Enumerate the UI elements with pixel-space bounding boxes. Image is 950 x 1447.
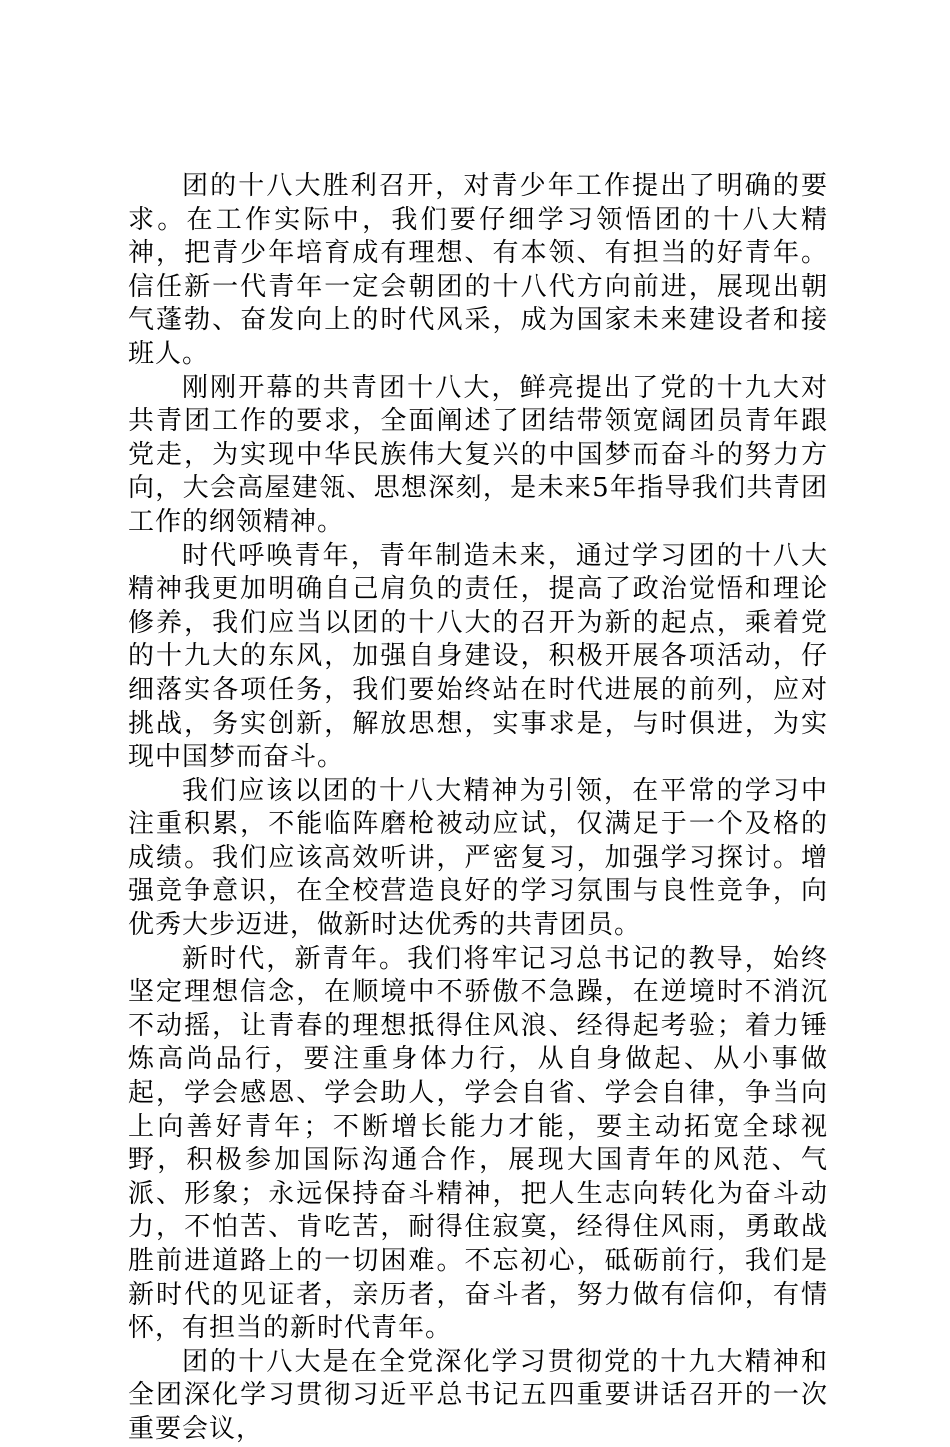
paragraph: 刚刚开幕的共青团十八大，鲜亮提出了党的十九大对共青团工作的要求，全面阐述了团结带领宽阔团员青年跟党走，为实现中华民族伟大复兴的中国梦而奋斗的努力方向，大会高屋建瓴、思想深刻，是未来5年指导我们共青团工作的纲领精神。 — [128, 372, 828, 537]
paragraph: 新时代，新青年。我们将牢记习总书记的教导，始终坚定理想信念，在顺境中不骄傲不急躁，在逆境时不消沉不动摇，让青春的理想抵得住风浪、经得起考验；着力锤炼高尚品行，要注重身体力行，从自身做起、从小事做起，学会感恩、学会助人，学会自省、学会自律，争当向上向善好青年；不断增长能力才能，要主动拓宽全球视野，积极参加国际沟通合作，展现大国青年的风范、气派、形象；永远保持奋斗精神，把人生志向转化为奋斗动力，不怕苦、肯吃苦，耐得住寂寞，经得住风雨，勇敢战胜前进道路上的一切困难。不忘初心，砥砺前行，我们是新时代的见证者，亲历者，奋斗者，努力做有信仰，有情怀，有担当的新时代青年。 — [128, 943, 828, 1344]
paragraph: 团的十八大是在全党深化学习贯彻党的十九大精神和全团深化学习贯彻习近平总书记五四重要讲话召开的一次重要会议， — [128, 1346, 828, 1444]
paragraph: 我们应该以团的十八大精神为引领，在平常的学习中注重积累，不能临阵磨枪被动应试，仅满足于一个及格的成绩。我们应该高效听讲，严密复习，加强学习探讨。增强竞争意识，在全校营造良好的学习氛围与良性竞争，向优秀大步迈进，做新时达优秀的共青团员。 — [128, 775, 828, 941]
document-body — [128, 170, 828, 1447]
paragraph: 时代呼唤青年，青年制造未来，通过学习团的十八大精神我更加明确自己肩负的责任，提高了政治觉悟和理论修养，我们应当以团的十八大的召开为新的起点，乘着党的十九大的东风，加强自身建设，积极开展各项活动，仔细落实各项任务，我们要始终站在时代进展的前列，应对挑战，务实创新，解放思想，实事求是，与时俱进，为实现中国梦而奋斗。 — [128, 540, 828, 773]
paragraph: 团的十八大胜利召开，对青少年工作提出了明确的要求。在工作实际中，我们要仔细学习领悟团的十八大精神，把青少年培育成有理想、有本领、有担当的好青年。信任新一代青年一定会朝团的十八代方向前进，展现出朝气蓬勃、奋发向上的时代风采，成为国家未来建设者和接班人。 — [128, 171, 828, 369]
